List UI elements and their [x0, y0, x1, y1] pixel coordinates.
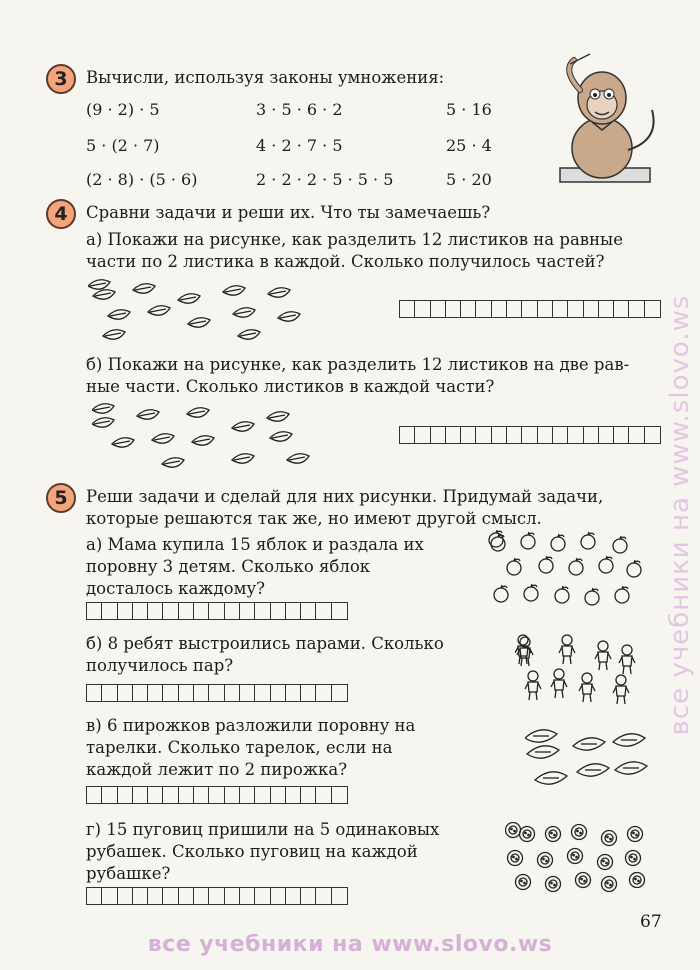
task-5a-line-3: досталось каждому?	[86, 579, 265, 598]
task-5v-line-3: каждой лежит по 2 пирожка?	[86, 760, 348, 779]
task-4-number-badge: 4	[46, 199, 76, 229]
task-5-number-badge: 5	[46, 483, 76, 513]
task-5v-line-1: в) 6 пирожков разложили поровну на	[86, 716, 416, 735]
expression-r3c2: 2 · 2 · 2 · 5 · 5 · 5	[256, 170, 394, 189]
task-4a-line-1: а) Покажи на рисунке, как разделить 12 листиков на равные	[86, 230, 623, 249]
children-illustration	[515, 634, 645, 706]
expression-r1c3: 5 · 16	[446, 100, 492, 119]
monkey-illustration	[540, 50, 670, 195]
answer-cells-5g[interactable]	[86, 887, 348, 905]
apples-illustration	[488, 530, 648, 615]
task-5b-line-2: получилось пар?	[86, 656, 234, 675]
expression-r3c3: 5 · 20	[446, 170, 492, 189]
task-5g-line-3: рубашке?	[86, 864, 171, 883]
task-4b-line-1: б) Покажи на рисунке, как разделить 12 листиков на две рав-	[86, 355, 630, 374]
task-3-number-badge: 3	[46, 64, 76, 94]
task-4-title: Сравни задачи и реши их. Что ты замечаешь?	[86, 203, 491, 222]
watermark-side-text: все учебники на www.slovo.ws	[665, 294, 695, 736]
answer-cells-5v[interactable]	[86, 786, 348, 804]
buttons-illustration	[505, 822, 650, 894]
task-5-line-2: которые решаются так же, но имеют другой смысл.	[86, 509, 542, 528]
answer-cells-4a[interactable]	[399, 300, 661, 318]
page-number: 67	[640, 912, 662, 932]
task-4b-line-2: ные части. Сколько листиков в каждой части?	[86, 377, 495, 396]
answer-cells-5a[interactable]	[86, 602, 348, 620]
watermark-bottom: все учебники на www.slovo.ws	[147, 932, 553, 957]
expression-r2c2: 4 · 2 · 7 · 5	[256, 136, 343, 155]
task-4a-line-2: части по 2 листика в каждой. Сколько получилось частей?	[86, 252, 605, 271]
task-5-line-1: Реши задачи и сделай для них рисунки. Придумай задачи,	[86, 487, 604, 506]
task-5a-line-2: поровну 3 детям. Сколько яблок	[86, 557, 371, 576]
task-5b-line-1: б) 8 ребят выстроились парами. Сколько	[86, 634, 444, 653]
watermark-side	[660, 190, 700, 840]
expression-r1c2: 3 · 5 · 6 · 2	[256, 100, 343, 119]
task-5v-line-2: тарелки. Сколько тарелок, если на	[86, 738, 393, 757]
expression-r2c3: 25 · 4	[446, 136, 492, 155]
task-5a-line-1: а) Мама купила 15 яблок и раздала их	[86, 535, 424, 554]
leaves-group-a	[88, 278, 318, 348]
answer-cells-5b[interactable]	[86, 684, 348, 702]
expression-r2c1: 5 · (2 · 7)	[86, 136, 160, 155]
task-5g-line-2: рубашек. Сколько пуговиц на каждой	[86, 842, 418, 861]
task-5g-line-1: г) 15 пуговиц пришили на 5 одинаковых	[86, 820, 440, 839]
expression-r3c1: (2 · 8) · (5 · 6)	[86, 170, 198, 189]
answer-cells-4b[interactable]	[399, 426, 661, 444]
task-3-title: Вычисли, используя законы умножения:	[86, 68, 445, 87]
leaves-group-b	[92, 402, 322, 477]
pies-illustration	[525, 728, 650, 788]
expression-r1c1: (9 · 2) · 5	[86, 100, 160, 119]
